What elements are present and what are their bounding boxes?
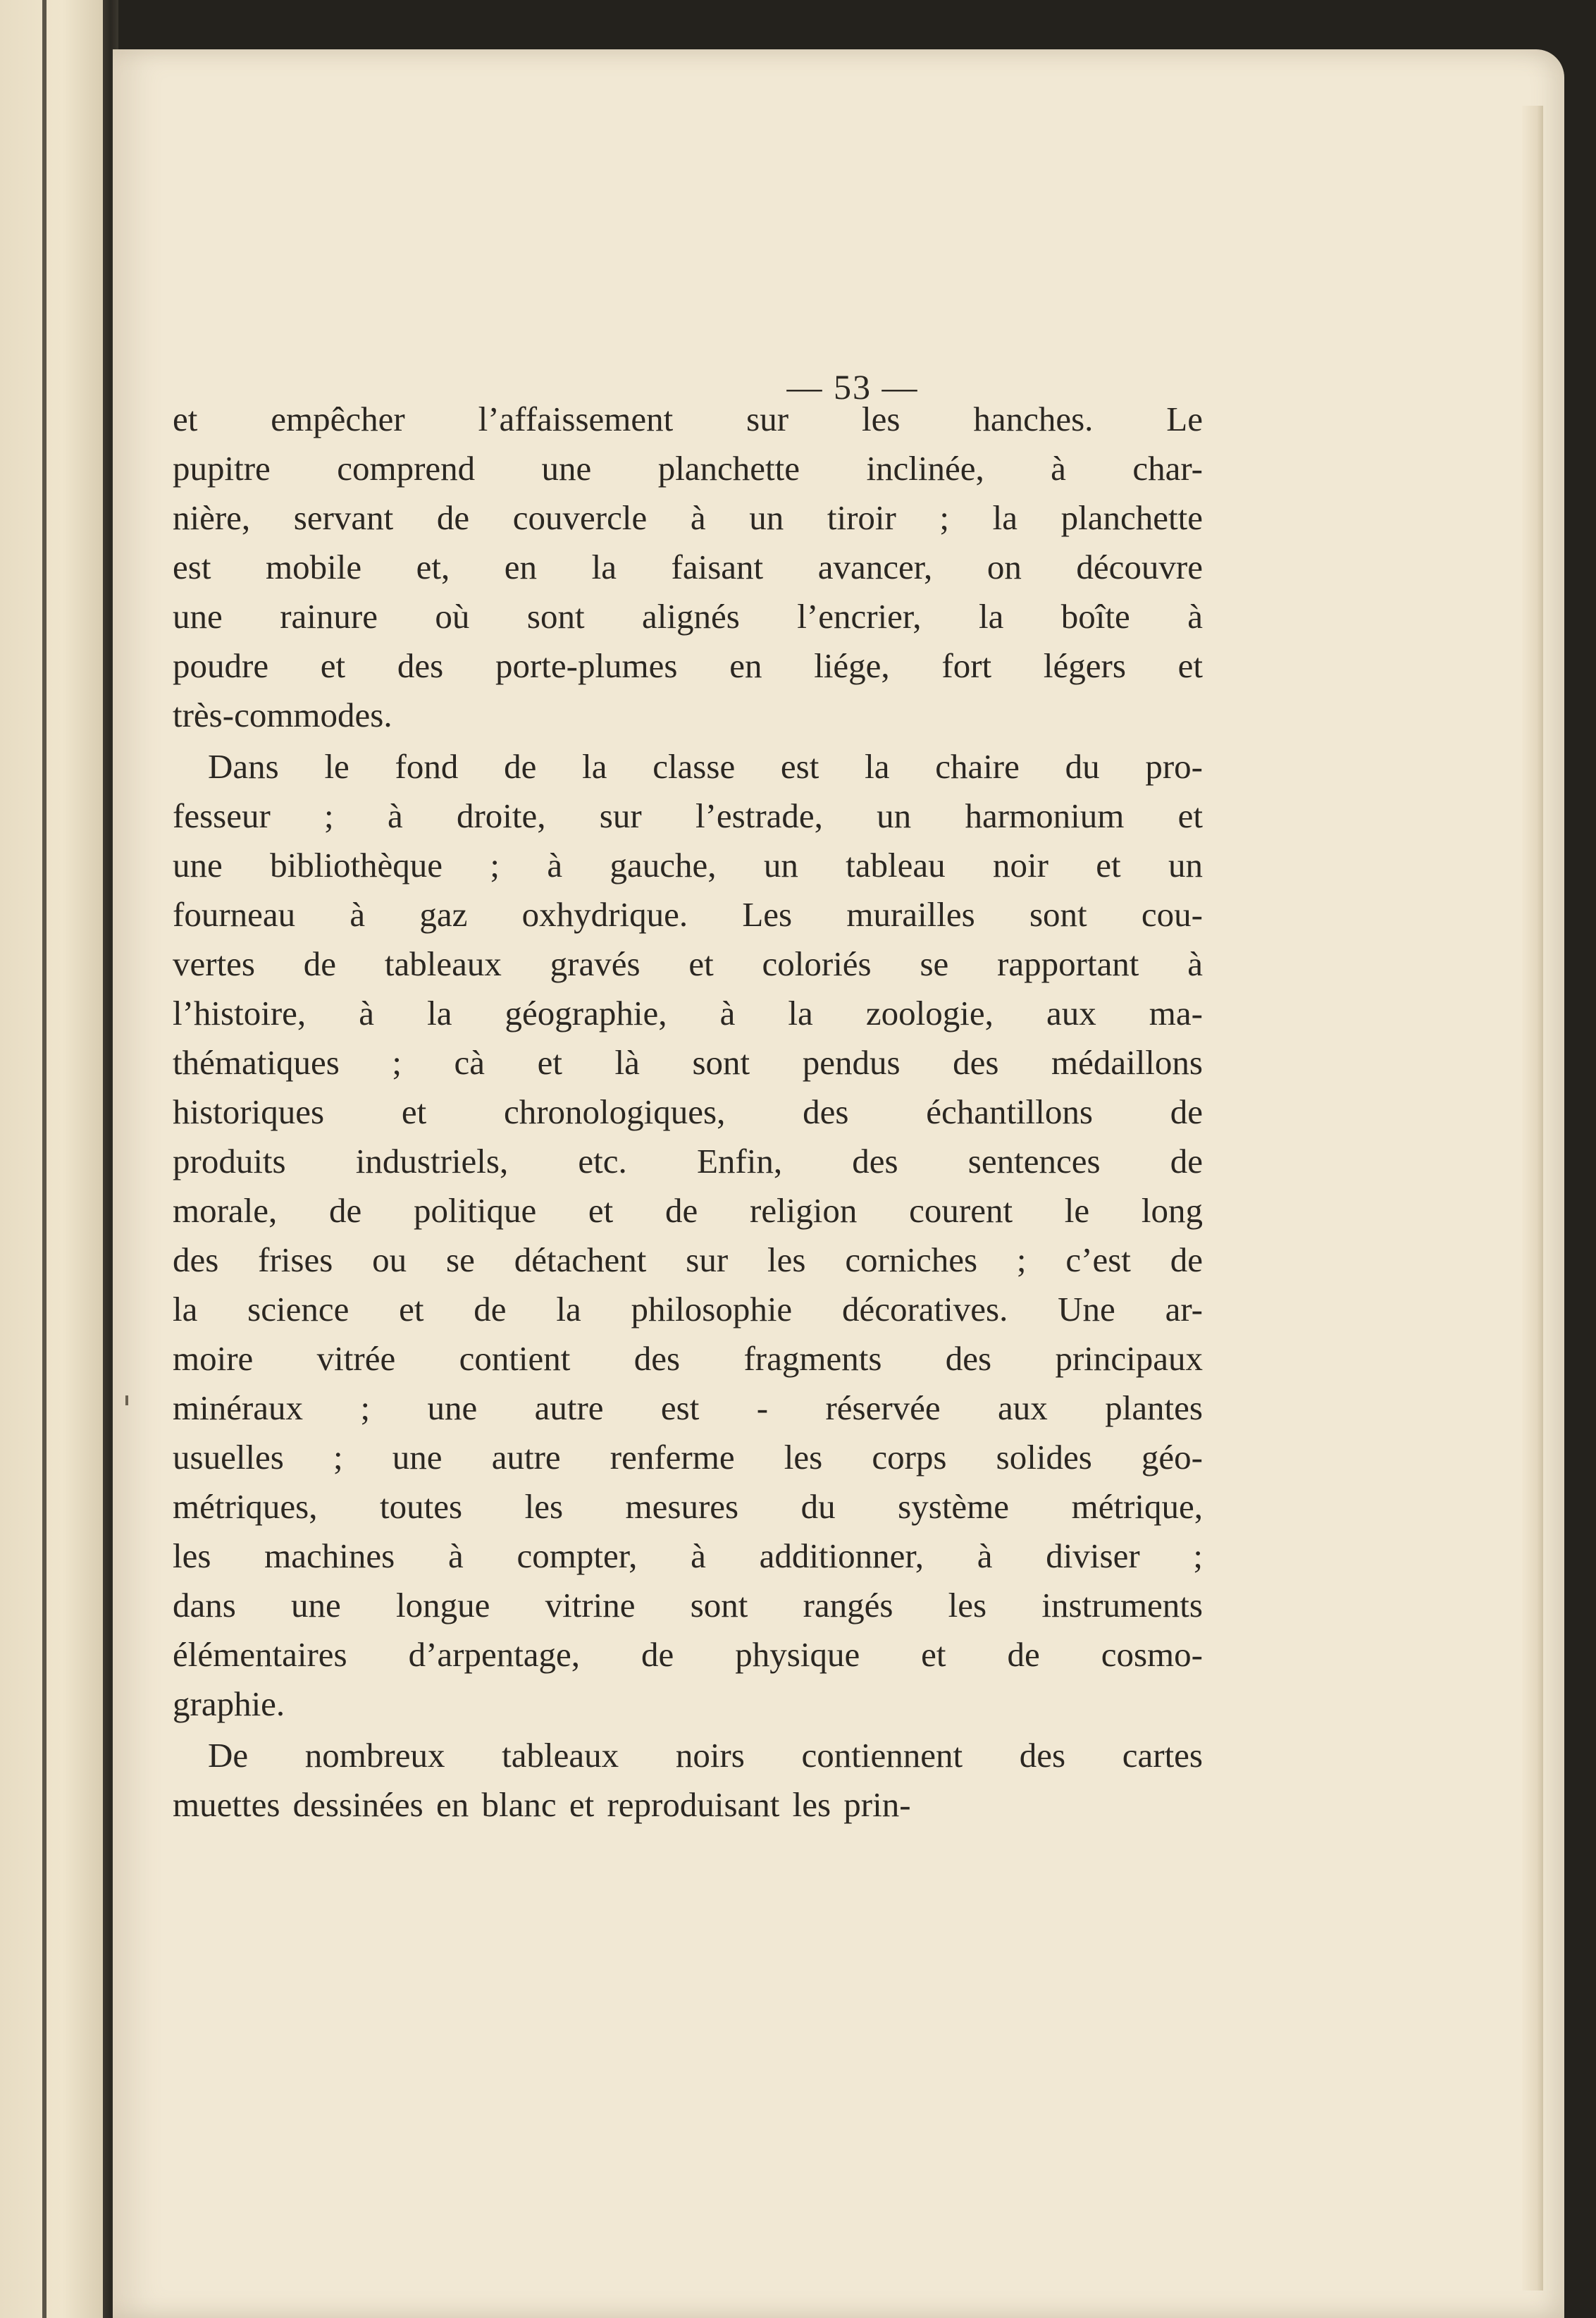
paragraph: [173, 742, 1203, 1729]
text-line: thématiques ; cà et là sont pendus des médaillons: [173, 1043, 1203, 1082]
text-line: moire vitrée contient des fragments des principaux: [173, 1339, 1203, 1378]
page-number: — 53 —: [786, 367, 919, 407]
text-line: fourneau à gaz oxhydrique. Les murailles sont cou-: [173, 895, 1203, 934]
text-line: usuelles ; une autre renferme les corps solides géo-: [173, 1438, 1203, 1477]
text-line: nière, servant de couvercle à un tiroir ; la planchette: [173, 498, 1203, 537]
text-line: poudre et des porte-plumes en liége, fort légers et: [173, 646, 1203, 685]
previous-page-edge: [0, 0, 104, 2318]
text-line: graphie.: [173, 1684, 285, 1723]
text-line: fesseur ; à droite, sur l’estrade, un harmonium et: [173, 796, 1203, 835]
text-line: l’histoire, à la géographie, à la zoologie, aux ma-: [173, 994, 1203, 1032]
margin-mark: [125, 1395, 128, 1405]
paragraph: [173, 1731, 1203, 1830]
text-line: élémentaires d’arpentage, de physique et de cosmo-: [173, 1635, 1203, 1674]
text-line: la science et de la philosophie décoratives. Une ar-: [173, 1290, 1203, 1328]
text-line: produits industriels, etc. Enfin, des sentences de: [173, 1142, 1203, 1180]
text-line: et empêcher l’affaissement sur les hanches. Le: [173, 400, 1203, 438]
text-line: les machines à compter, à additionner, à diviser ;: [173, 1536, 1203, 1575]
text-line: De nombreux tableaux noirs contiennent des cartes: [208, 1736, 1203, 1775]
text-line: une rainure où sont alignés l’encrier, la boîte à: [173, 597, 1203, 636]
text-line: très-commodes.: [173, 696, 392, 734]
page-fore-edge: [1522, 106, 1543, 2291]
binding-line: [42, 0, 47, 2318]
text-line: des frises ou se détachent sur les corniches ; c’est de: [173, 1240, 1203, 1279]
text-line: historiques et chronologiques, des échantillons de: [173, 1092, 1203, 1131]
text-line: morale, de politique et de religion courent le long: [173, 1191, 1203, 1230]
body-text: [173, 395, 1203, 1832]
text-line: vertes de tableaux gravés et coloriés se rapportant à: [173, 944, 1203, 983]
text-line: minéraux ; une autre est - réservée aux plantes: [173, 1388, 1203, 1427]
text-line: pupitre comprend une planchette inclinée, à char-: [173, 449, 1203, 488]
text-line: est mobile et, en la faisant avancer, on découvre: [173, 548, 1203, 586]
paragraph: [173, 395, 1203, 740]
text-line: métriques, toutes les mesures du système métrique,: [173, 1487, 1203, 1526]
text-line: Dans le fond de la classe est la chaire du pro-: [208, 747, 1203, 786]
text-line: une bibliothèque ; à gauche, un tableau noir et un: [173, 846, 1203, 884]
text-line: muettes dessinées en blanc et reproduisant les prin-: [173, 1785, 911, 1824]
text-line: dans une longue vitrine sont rangés les instruments: [173, 1586, 1203, 1625]
